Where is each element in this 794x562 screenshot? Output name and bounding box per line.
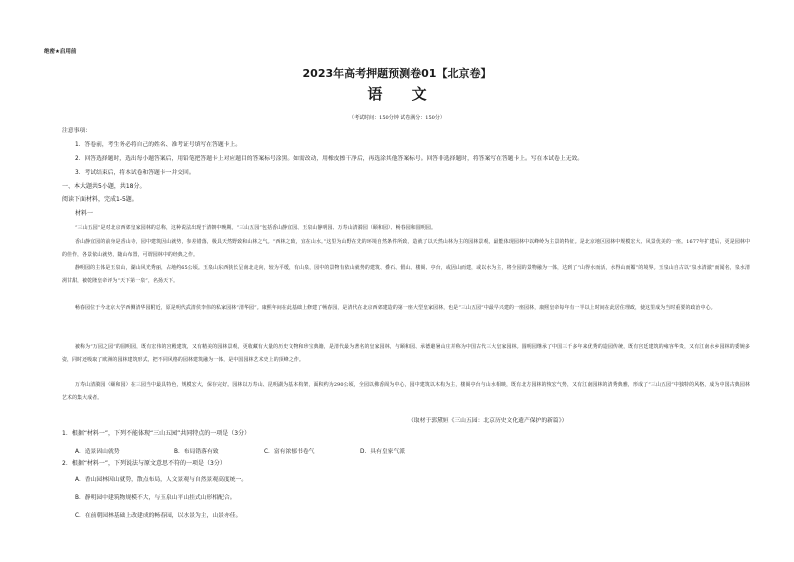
paragraph: 万寿山清漪园（颐和园）在三园当中最具特色，规模宏大，保存完好。园林以万寿山、昆明湖为基本构架，面积约为290公顷，全园以佛香阁为中心，园中建筑以木构为主，楼阁亭台与山水相映，既有北方园林的恢宏气势，又有江南园林的清秀典雅，形成了“三山五园”中独特的风格，成为中国古典园林艺术的集大成者。 <box>62 382 750 401</box>
question-option: A．造景因山就势 <box>75 449 120 455</box>
question-option: D．具有皇家气派 <box>360 449 406 455</box>
material-label: 材料一 <box>75 210 94 217</box>
exam-info: （考试时间：150分钟 试卷满分：150分） <box>349 115 445 121</box>
section-heading: 一、本大题共5小题，共18分。 <box>62 183 146 190</box>
notes-heading: 注意事项： <box>62 128 91 134</box>
note-item: 3．考试结束后，将本试卷和答题卡一并交回。 <box>75 170 195 176</box>
question-stem: 1．根据“材料一”，下列不能体现“三山五园”共同特点的一项是（3分） <box>62 430 251 437</box>
paragraph: “三山五园”是对北京西郊皇家园林的总称，这种说法出现于清朝中晚期。“三山五园”包括香山静宜园、玉泉山静明园、万寿山清漪园（颐和园）、畅春园和圆明园。 <box>75 225 436 231</box>
subject-title: 语 文 <box>367 85 439 103</box>
note-item: 2．回答选择题时，选出每小题答案后，用铅笔把答题卡上对应题目的答案标号涂黑。如需改动，用橡皮擦干净后，再选涂其他答案标号。回答非选择题时，将答案写在答题卡上。写在本试卷上无效。 <box>75 156 584 162</box>
question-option: B．静明园中建筑物规模不大，与玉泉山平山挂式山形相配合。 <box>75 495 236 501</box>
paragraph: 香山静宜园的前身是香山寺，园中建筑因山就势，参差错落，极具天然野致和山林之气。“西林之致，宜在山水。”这里为山野在先的环境自然条件所致，造就了以天然山林为主的园林景观，最能体现园林中以峰岭为主景的特征。是北京地区园林中规模宏大、风景优美的一座。1677年扩建后，更是园林中的佳作，各景依山就势，随山布置，可谓园林中的经典之作。 <box>62 239 750 258</box>
exam-title: 2023年高考押题预测卷01【北京卷】 <box>302 67 492 80</box>
question-option: C．富有浓郁书卷气 <box>264 449 315 455</box>
question-option: B．布局错落有致 <box>174 449 219 455</box>
note-item: 1．答卷前，考生务必将自己的姓名、准考证号填写在答题卡上。 <box>75 142 242 148</box>
paragraph: 畅春园位于今北京大学西侧清华园附近，原是明代武清侯李伟的私家园林“清华园”。康熙年间在此基础上修建了畅春园，是清代在北京西郊建造的第一座大型皇家园林，也是“三山五园”中最早兴建的一座园林，康熙皇帝每年有一半以上时间在此居住理政，使这里成为当时重要的政治中心。 <box>75 305 716 311</box>
paragraph: 被称为“万园之园”的圆明园，既有宏伟的宫殿建筑，又有精美的园林景观，更收藏有大量的历史文物和珍宝典籍，是清代最为著名的皇家园林，与颐和园、承德避暑山庄并称为中国古代三大皇家园林。圆明园继承了中国三千多年来优秀的造园传统，既有宫廷建筑的雍容华贵，又有江南水乡园林的委婉多姿，同时还吸取了欧洲的园林建筑形式，把不同风格的园林建筑融为一体，是中国园林艺术史上的顶峰之作。 <box>62 344 750 363</box>
source-citation: （取材于郭黛姮《三山五园：北京历史文化遗产保护的新篇》） <box>408 418 568 424</box>
secret-mark: 绝密★启用前 <box>44 49 77 55</box>
question-option: C．在前朝园林基础上改建成的畅春园，以水景为主，山景亦佳。 <box>75 513 242 519</box>
question-option: A．香山园林因山就势，散点布局，人文景观与自然景观高度统一。 <box>75 477 248 483</box>
section-instruction: 阅读下面材料，完成1-5题。 <box>62 196 138 203</box>
paragraph: 静明园的主体是玉泉山，湖山风光秀丽，占地约65公顷。玉泉山东西狭长呈南北走向，较为平缓，有山泉，园中的景物有依山就势的建筑、叠石、假山、楼阁、亭台，或因山而建，或以水为主，将全园的景物融为一体，达到了“山得水而活，水得山而媚”的境界。玉泉山自古以“泉水清澈”而闻名，泉水清冽甘甜，被乾隆皇帝评为“天下第一泉”，名扬天下。 <box>62 265 750 284</box>
question-stem: 2．根据“材料一”，下列说法与原文意思不符的一项是（3分） <box>62 460 226 467</box>
